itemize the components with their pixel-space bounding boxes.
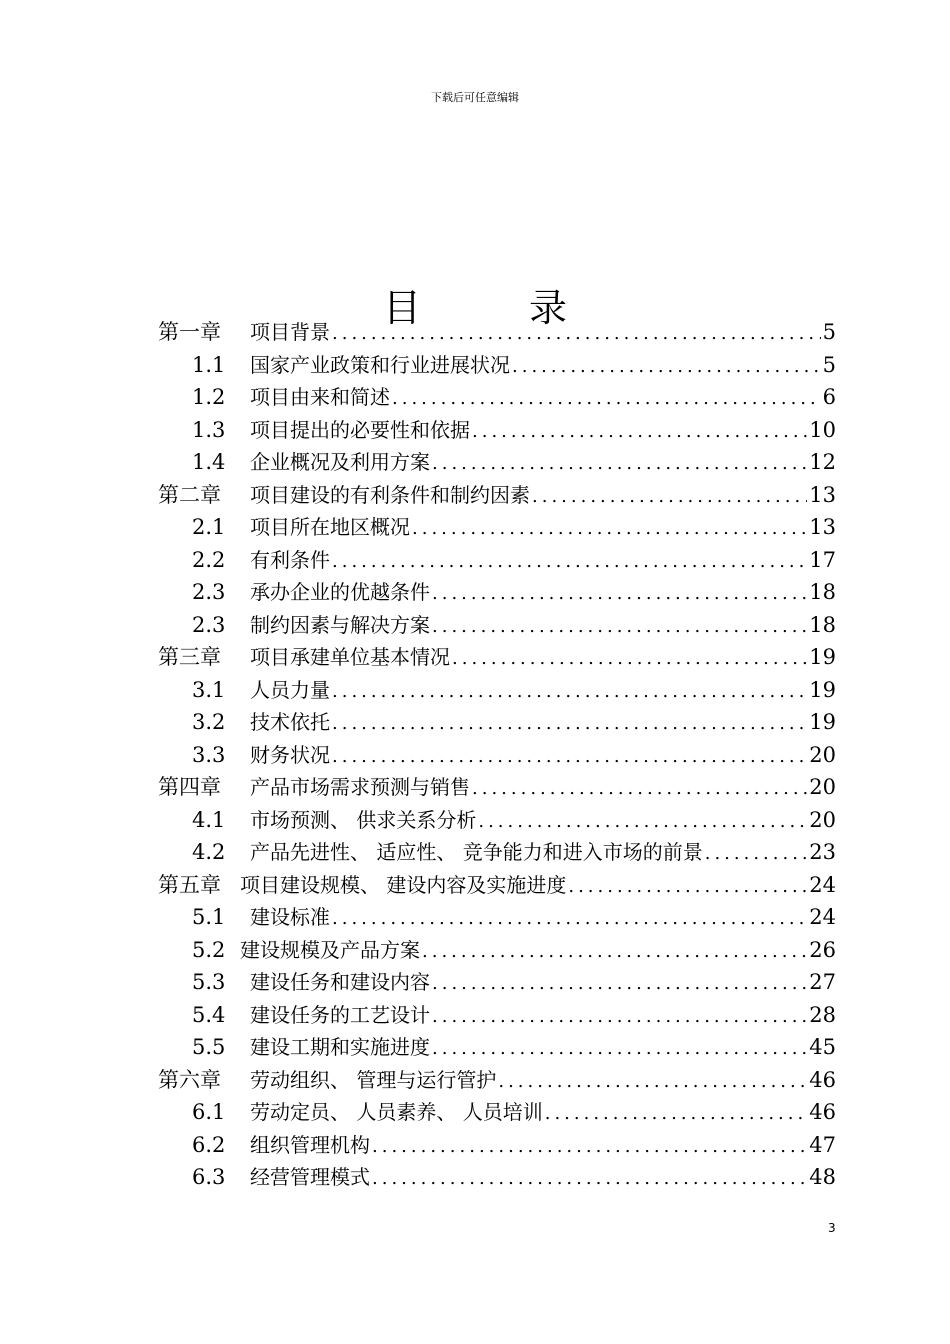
toc-entry-number: 第三章 <box>158 645 221 669</box>
toc-dot-leader <box>432 1001 807 1034</box>
toc-dot-leader <box>332 676 807 709</box>
toc-entry[interactable] <box>158 511 836 544</box>
toc-entry-number: 1.4 <box>192 450 226 474</box>
toc-entry-title: 项目由来和简述 <box>250 385 390 409</box>
toc-entry-number: 1.2 <box>192 385 226 409</box>
toc-dot-leader <box>332 546 807 579</box>
toc-entry-page: 18 <box>809 612 836 637</box>
toc-entry-number: 5.3 <box>192 970 226 994</box>
toc-entry-page: 46 <box>809 1067 836 1092</box>
toc-entry-number: 6.3 <box>192 1165 226 1189</box>
toc-entry[interactable] <box>158 739 836 772</box>
toc-entry-page: 27 <box>809 970 836 994</box>
toc-dot-leader <box>532 481 807 514</box>
toc-entry-number: 第二章 <box>158 482 221 507</box>
toc-entry[interactable] <box>158 901 836 934</box>
toc-entry-page: 12 <box>809 450 836 474</box>
toc-dot-leader <box>498 1066 807 1099</box>
toc-entry[interactable] <box>158 999 836 1032</box>
toc-entry[interactable] <box>158 836 836 869</box>
toc-dot-leader <box>512 351 821 384</box>
toc-entry-title: 项目建设的有利条件和制约因素 <box>250 482 530 507</box>
toc-entry-title: 建设标准 <box>250 905 330 929</box>
toc-entry-page: 17 <box>809 547 836 572</box>
toc-entry-title: 产品先进性、 适应性、 竞争能力和进入市场的前景 <box>250 840 703 864</box>
toc-dot-leader <box>452 643 807 676</box>
toc-entry-page: 10 <box>809 417 836 442</box>
toc-dot-leader <box>422 936 807 969</box>
toc-dot-leader <box>372 1131 807 1164</box>
toc-entry-page: 47 <box>809 1132 836 1157</box>
toc-entry-title: 劳动定员、 人员素养、 人员培训 <box>250 1100 543 1124</box>
toc-dot-leader <box>372 1163 807 1196</box>
toc-entry[interactable] <box>158 1031 836 1064</box>
toc-entry-title: 财务状况 <box>250 742 330 767</box>
toc-entry-title: 制约因素与解决方案 <box>250 612 430 637</box>
toc-dot-leader <box>472 773 807 806</box>
toc-entry-number: 2.1 <box>192 515 226 539</box>
toc-entry-title: 项目所在地区概况 <box>250 515 410 539</box>
toc-entry[interactable] <box>158 414 836 447</box>
toc-entry-page: 5 <box>822 320 836 344</box>
toc-entry-title: 国家产业政策和行业进展状况 <box>250 352 510 377</box>
toc-entry[interactable] <box>158 609 836 642</box>
toc-entry-title: 项目提出的必要性和依据 <box>250 417 470 442</box>
toc-entry-title: 项目承建单位基本情况 <box>250 645 450 669</box>
toc-entry-number: 4.2 <box>192 840 226 864</box>
toc-entry-number: 4.1 <box>192 807 226 832</box>
toc-entry-number: 1.3 <box>192 417 226 442</box>
toc-entry-title: 组织管理机构 <box>250 1132 370 1157</box>
toc-entry-page: 20 <box>809 775 836 799</box>
toc-entry-number: 第四章 <box>158 775 221 799</box>
toc-entry-page: 23 <box>809 840 836 864</box>
toc-entry-page: 28 <box>809 1002 836 1027</box>
toc-entry-number: 第六章 <box>158 1067 221 1092</box>
toc-entry-number: 5.4 <box>192 1002 226 1027</box>
toc-dot-leader <box>332 903 807 936</box>
toc-entry-page: 13 <box>809 482 836 507</box>
toc-entry-title: 企业概况及利用方案 <box>250 450 430 474</box>
toc-dot-leader <box>432 578 807 611</box>
toc-entry[interactable] <box>158 869 836 902</box>
toc-entry-title: 技术依托 <box>250 710 330 734</box>
toc-entry[interactable] <box>158 771 836 804</box>
toc-entry-page: 5 <box>822 352 836 377</box>
toc-entry-page: 24 <box>809 872 836 897</box>
toc-dot-leader <box>545 1098 808 1131</box>
toc-entry-title: 建设任务和建设内容 <box>250 970 430 994</box>
toc-entry-page: 19 <box>809 645 836 669</box>
toc-entry[interactable] <box>158 1064 836 1097</box>
toc-entry-number: 6.2 <box>192 1132 226 1157</box>
toc-dot-leader <box>392 383 821 416</box>
toc-entry[interactable] <box>158 641 836 674</box>
toc-dot-leader <box>432 448 807 481</box>
toc-entry[interactable] <box>158 316 836 349</box>
toc-entry[interactable] <box>158 1096 836 1129</box>
toc-dot-leader <box>432 611 807 644</box>
toc-entry-number: 5.2 <box>192 937 226 962</box>
toc-entry[interactable] <box>158 1161 836 1194</box>
toc-entry[interactable] <box>158 706 836 739</box>
toc-entry-number: 1.1 <box>192 352 226 377</box>
toc-entry-number: 2.3 <box>192 580 226 604</box>
toc-dot-leader <box>472 416 807 449</box>
toc-entry-number: 6.1 <box>192 1100 226 1124</box>
toc-entry-number: 3.3 <box>192 742 226 767</box>
toc-entry-title: 建设任务的工艺设计 <box>250 1002 430 1027</box>
toc-entry-title: 市场预测、 供求关系分析 <box>250 807 477 832</box>
toc-entry-page: 19 <box>809 710 836 734</box>
toc-dot-leader <box>568 871 807 904</box>
toc-entry-page: 19 <box>809 677 836 702</box>
toc-entry[interactable] <box>158 576 836 609</box>
toc-entry[interactable] <box>158 674 836 707</box>
toc-dot-leader <box>432 968 807 1001</box>
toc-dot-leader <box>332 741 807 774</box>
toc-entry-page: 20 <box>809 742 836 767</box>
toc-entry-number: 第五章 <box>158 872 221 897</box>
toc-entry-title: 建设规模及产品方案 <box>240 937 420 962</box>
toc-entry-title: 建设工期和实施进度 <box>250 1035 430 1059</box>
toc-entry[interactable] <box>158 381 836 414</box>
toc-entry-page: 6 <box>822 385 836 409</box>
header-note: 下载后可任意编辑 <box>431 91 519 104</box>
toc-entry-number: 2.3 <box>192 612 226 637</box>
toc-entry-page: 13 <box>809 515 836 539</box>
toc-entry-number: 3.2 <box>192 710 226 734</box>
toc-entry-page: 45 <box>809 1035 836 1059</box>
toc-entry[interactable] <box>158 349 836 382</box>
toc-entry-number: 5.5 <box>192 1035 226 1059</box>
toc-entry-number: 2.2 <box>192 547 226 572</box>
toc-entry-number: 3.1 <box>192 677 226 702</box>
toc-entry-title: 经营管理模式 <box>250 1165 370 1189</box>
toc-dot-leader <box>412 513 807 546</box>
toc-entry[interactable] <box>158 1129 836 1162</box>
toc-entry-title: 项目背景 <box>250 320 330 344</box>
toc-dot-leader <box>332 318 821 351</box>
toc-entry[interactable] <box>158 446 836 479</box>
toc-entry-page: 24 <box>809 905 836 929</box>
page-number: 3 <box>828 1221 836 1235</box>
toc-entry[interactable] <box>158 479 836 512</box>
toc-dot-leader <box>705 838 808 871</box>
page-title: 目 录 <box>382 286 616 331</box>
toc-entry-page: 48 <box>809 1165 836 1189</box>
toc-entry-page: 26 <box>809 937 836 962</box>
toc-entry-title: 项目建设规模、 建设内容及实施进度 <box>240 872 567 897</box>
toc-entry-page: 20 <box>809 807 836 832</box>
toc-dot-leader <box>432 1033 807 1066</box>
toc-entry[interactable] <box>158 934 836 967</box>
toc-entry-title: 有利条件 <box>250 547 330 572</box>
toc-entry-number: 第一章 <box>158 320 221 344</box>
toc-entry-page: 18 <box>809 580 836 604</box>
toc-entry-title: 劳动组织、 管理与运行管护 <box>250 1067 497 1092</box>
toc-entry[interactable] <box>158 804 836 837</box>
toc-dot-leader <box>478 806 807 839</box>
toc-entry-page: 46 <box>809 1100 836 1124</box>
toc-dot-leader <box>332 708 807 741</box>
toc-entry[interactable] <box>158 544 836 577</box>
table-of-contents <box>158 316 836 1194</box>
toc-entry-title: 产品市场需求预测与销售 <box>250 775 470 799</box>
toc-entry-title: 人员力量 <box>250 677 330 702</box>
toc-entry-title: 承办企业的优越条件 <box>250 580 430 604</box>
toc-entry-number: 5.1 <box>192 905 226 929</box>
toc-entry[interactable] <box>158 966 836 999</box>
